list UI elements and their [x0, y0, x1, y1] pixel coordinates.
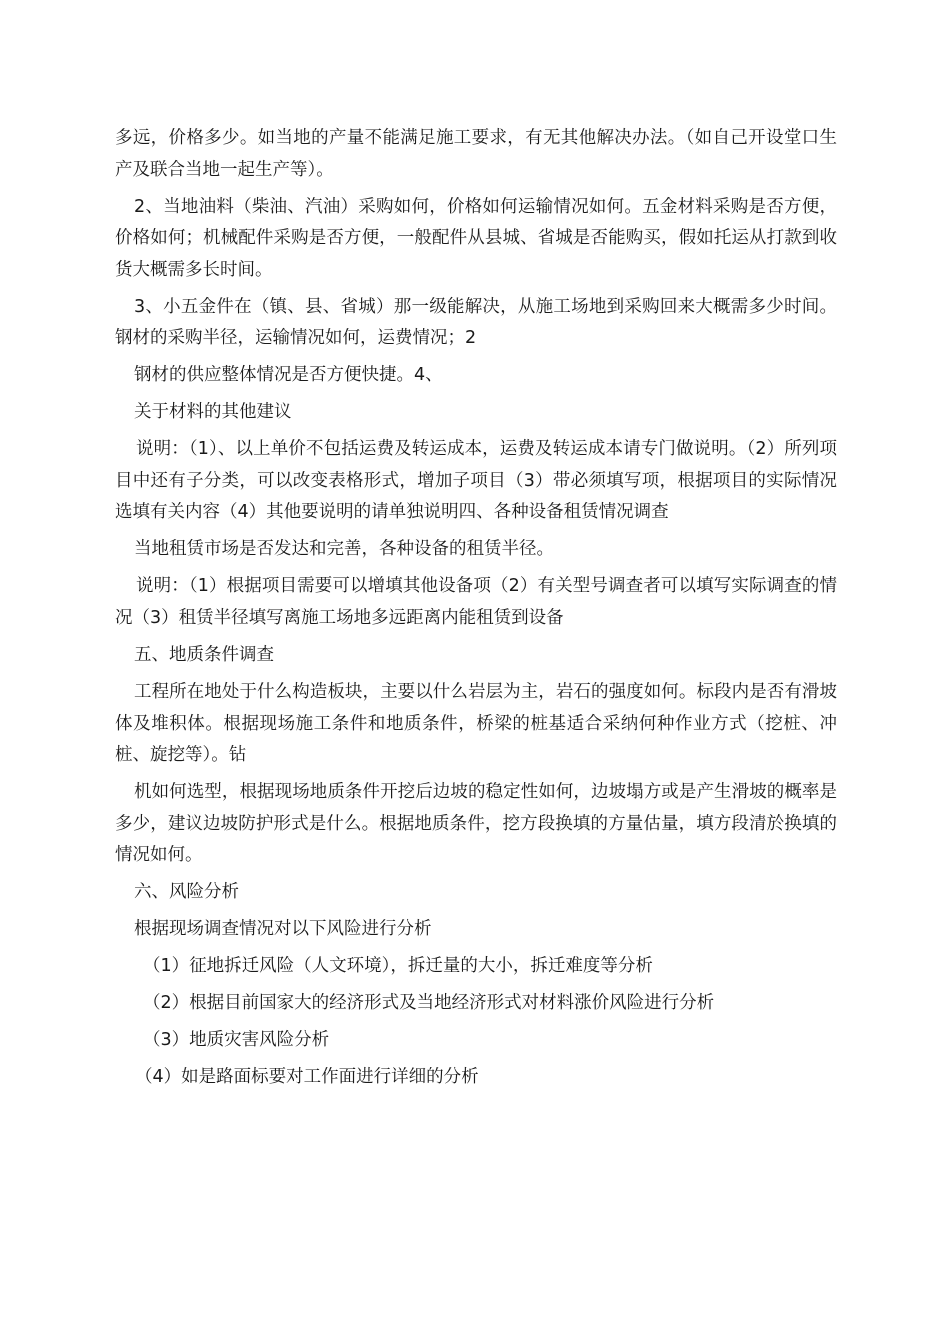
list-item-risk-2: （2）根据目前国家大的经济形式及当地经济形式对材料涨价风险进行分析	[143, 993, 715, 1014]
paragraph-drill-selection: 机如何选型，根据现场地质条件开挖后边坡的稳定性如何，边坡塌方或是产生滑坡的概率是多少，建议边坡防护形式是什么。根据地质条件，挖方段换填的方量估量，填方段清於换填的情况如何。	[115, 782, 837, 866]
paragraph-note-pricing: 说明：（1）、以上单价不包括运费及转运成本，运费及转运成本请专门做说明。（2）所列项目中还有子分类，可以改变表格形式，增加子项目（3）带必须填写项，根据项目的实际情况选填有关内容（4）其他要说明的请单独说明四、各种设备租赁情况调查	[115, 439, 837, 523]
paragraph-material-suggestions: 关于材料的其他建议	[134, 402, 292, 423]
list-item-risk-1: （1）征地拆迁风险（人文环境），拆迁量的大小，拆迁难度等分析	[143, 956, 653, 977]
document-body	[115, 123, 837, 1099]
paragraph-geology-conditions: 工程所在地处于什么构造板块，主要以什么岩层为主，岩石的强度如何。标段内是否有滑坡体及堆积体。根据现场施工条件和地质条件，桥梁的桩基适合采纳何种作业方式（挖桩、冲桩、旋挖等）。钻	[115, 682, 837, 766]
list-item-risk-3: （3）地质灾害风险分析	[143, 1030, 330, 1051]
list-item-risk-4: （4）如是路面标要对工作面进行详细的分析	[135, 1067, 479, 1088]
paragraph-steel-supply: 钢材的供应整体情况是否方便快捷。4、	[134, 365, 443, 386]
heading-risk-analysis: 六、风险分析	[134, 882, 239, 903]
paragraph-rental-market: 当地租赁市场是否发达和完善，各种设备的租赁半径。	[134, 539, 554, 560]
paragraph-small-hardware: 3、小五金件在（镇、县、省城）那一级能解决，从施工场地到采购回来大概需多少时间。钢材的采购半径，运输情况如何，运费情况；2	[115, 296, 837, 349]
paragraph-risk-intro: 根据现场调查情况对以下风险进行分析	[134, 919, 432, 940]
paragraph-fuel-hardware: 2、当地油料（柴油、汽油）采购如何，价格如何运输情况如何。五金材料采购是否方便，价格如何；机械配件采购是否方便，一般配件从县城、省城是否能购买，假如托运从打款到收货大概需多长时间。	[115, 196, 837, 280]
paragraph-note-equipment: 说明：（1）根据项目需要可以增填其他设备项（2）有关型号调查者可以填写实际调查的情况（3）租赁半径填写离施工场地多远距离内能租赁到设备	[115, 576, 837, 629]
paragraph-materials-distance: 多远，价格多少。如当地的产量不能满足施工要求，有无其他解决办法。（如自己开设堂口生产及联合当地一起生产等）。	[115, 128, 837, 180]
heading-geology-survey: 五、地质条件调查	[134, 645, 274, 666]
